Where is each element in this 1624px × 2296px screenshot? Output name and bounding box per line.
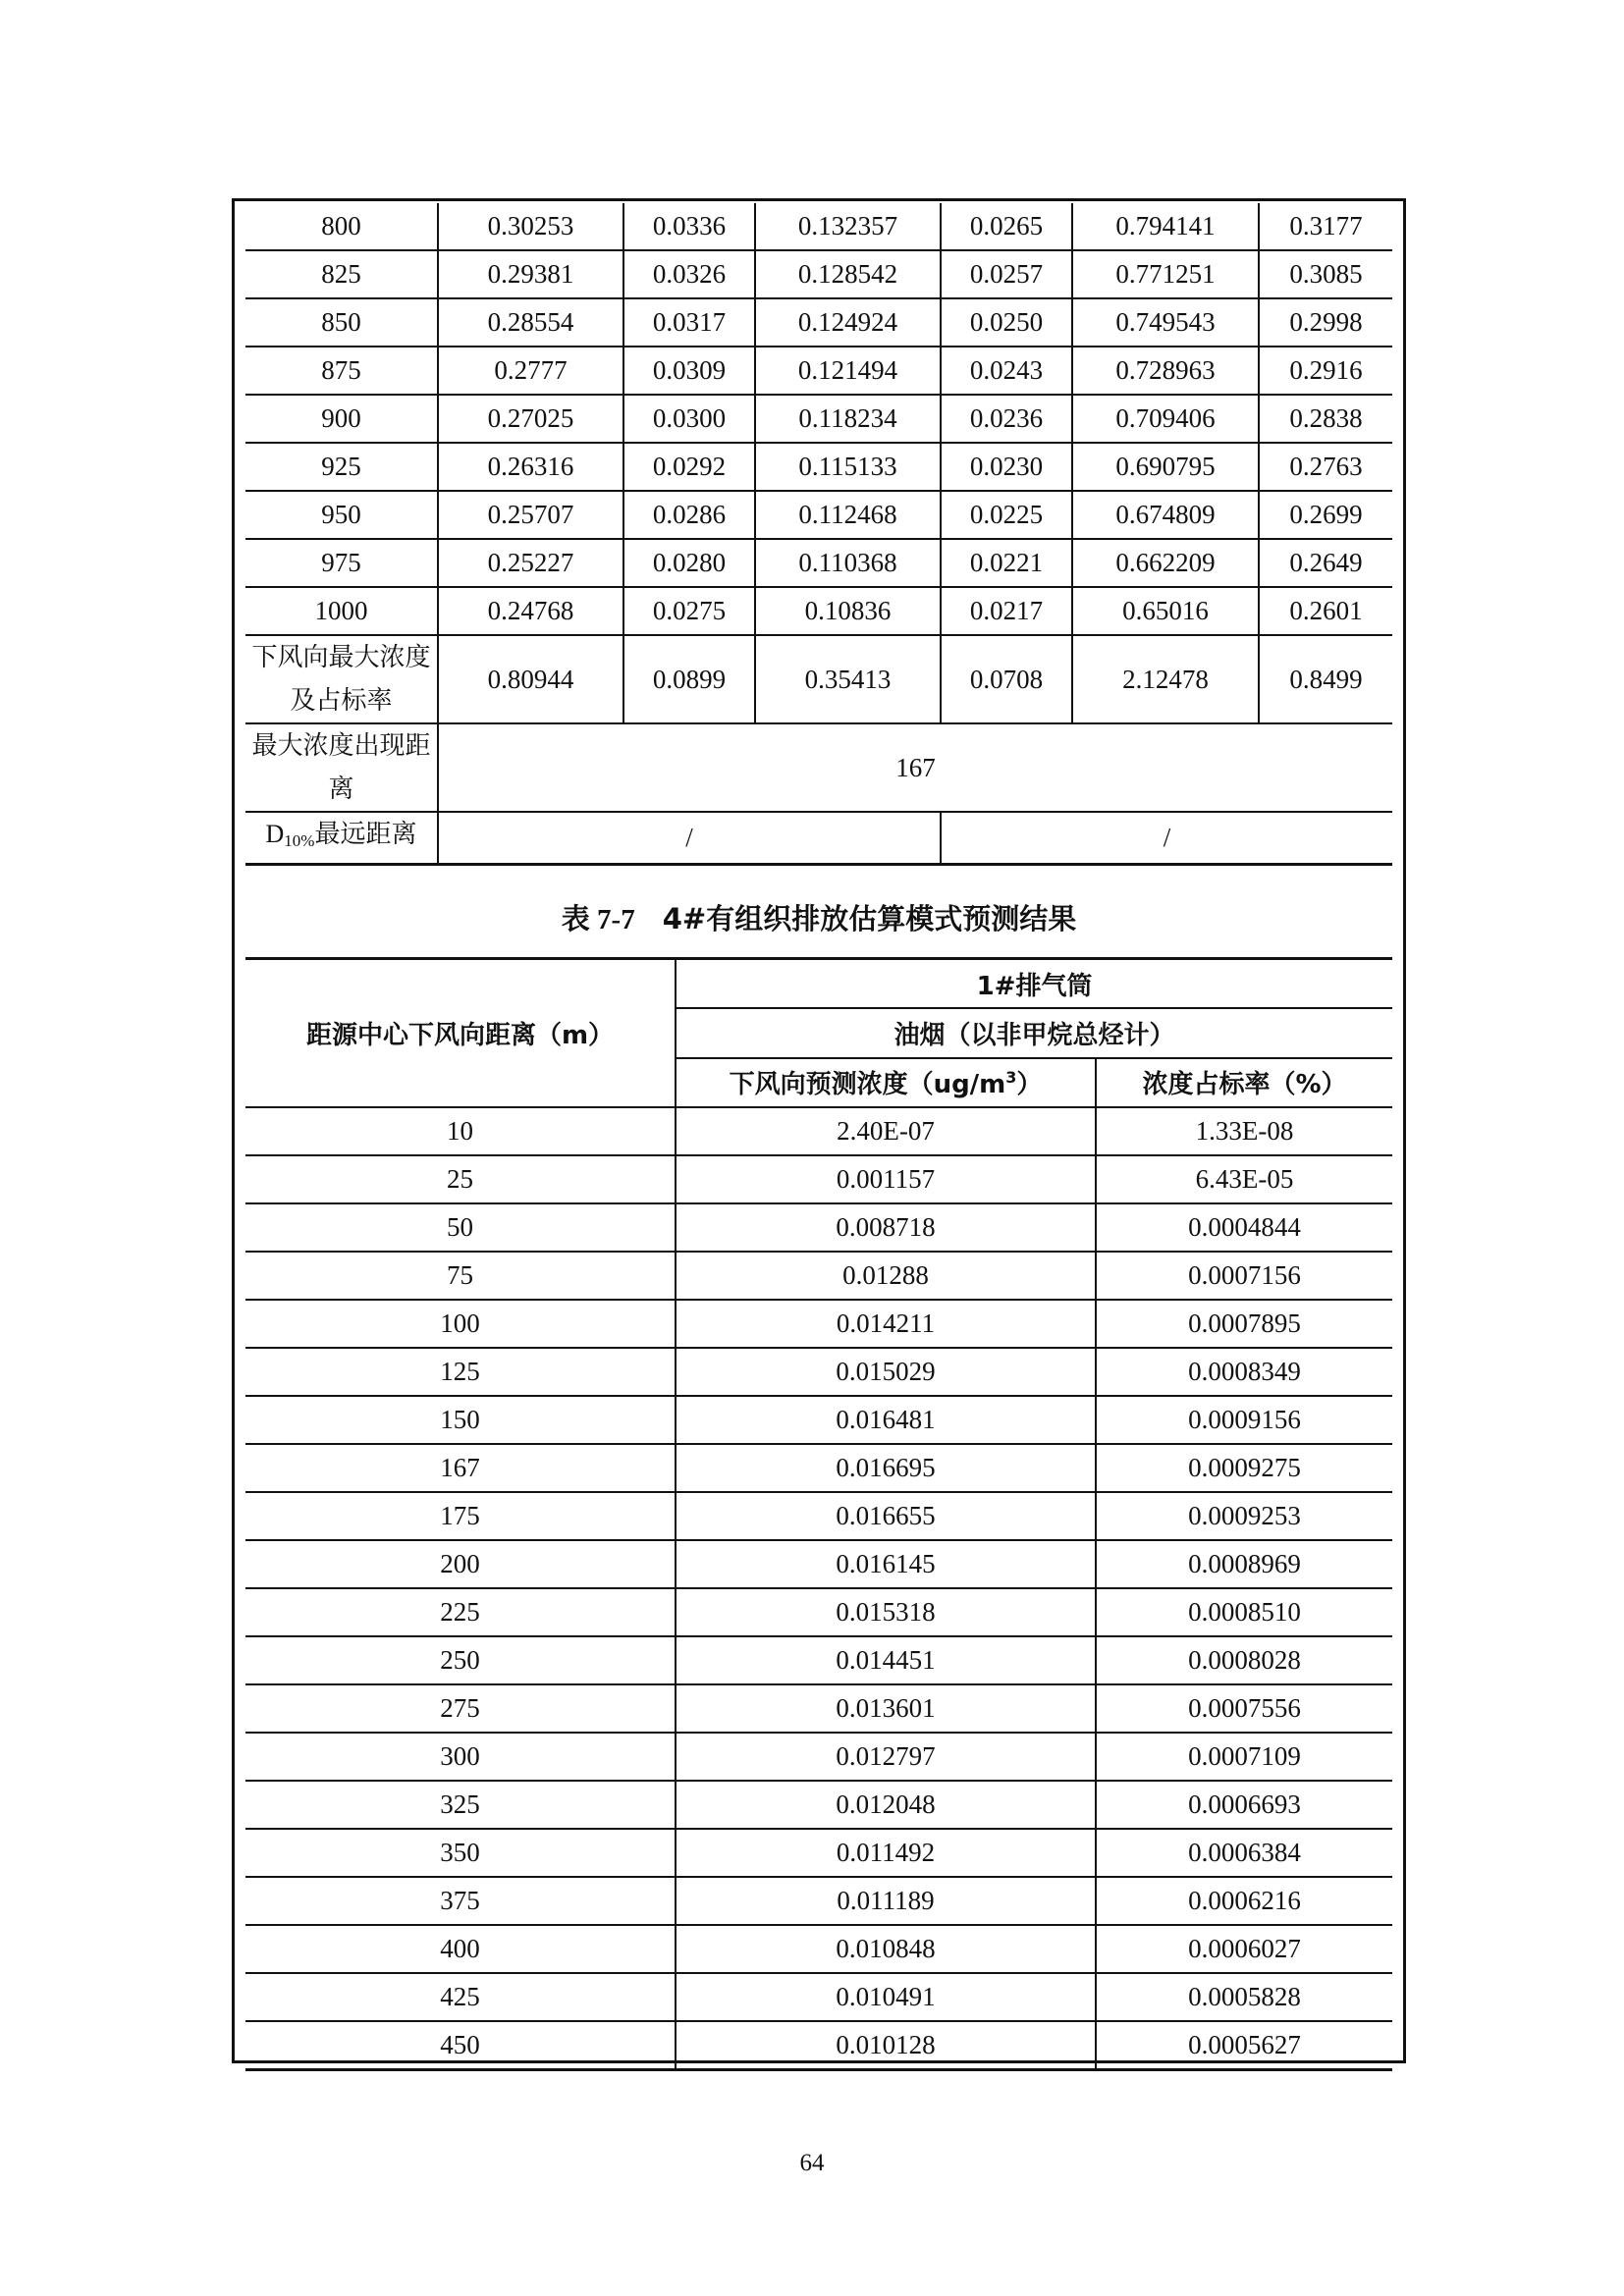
distance-cell: 200 [245, 1540, 676, 1588]
ratio-cell: 0.0006384 [1096, 1829, 1392, 1877]
distance-cell: 300 [245, 1733, 676, 1781]
distance-cell: 850 [245, 298, 438, 347]
concentration-cell: 0.014211 [676, 1300, 1096, 1348]
value-cell: 0.2777 [438, 347, 623, 395]
distance-cell: 225 [245, 1588, 676, 1636]
max-distance-row [245, 723, 1392, 812]
value-cell: 0.749543 [1072, 298, 1259, 347]
concentration-cell: 0.011189 [676, 1877, 1096, 1925]
table-row [245, 491, 1392, 539]
value-cell: 0.0286 [623, 491, 755, 539]
value-cell: 0.27025 [438, 395, 623, 443]
ratio-cell: 0.0006693 [1096, 1781, 1392, 1829]
ratio-cell: 0.0005828 [1096, 1973, 1392, 2021]
distance-cell: 375 [245, 1877, 676, 1925]
concentration-cell: 0.011492 [676, 1829, 1096, 1877]
value-cell: 0.662209 [1072, 539, 1259, 587]
table-row [245, 443, 1392, 491]
table-row [245, 1396, 1392, 1444]
table-row [245, 1203, 1392, 1252]
value-cell: 0.110368 [755, 539, 941, 587]
concentration-cell: 0.010128 [676, 2021, 1096, 2070]
value-cell: 0.0336 [623, 203, 755, 250]
table-row [245, 298, 1392, 347]
distance-cell: 50 [245, 1203, 676, 1252]
value-cell: 0.0300 [623, 395, 755, 443]
table-row [245, 1107, 1392, 1155]
value-cell: 0.25227 [438, 539, 623, 587]
max-distance-value: 167 [438, 723, 1392, 812]
header-pollutant: 油烟（以非甲烷总烃计） [676, 1008, 1392, 1057]
ratio-cell: 0.0005627 [1096, 2021, 1392, 2070]
table-row [245, 1973, 1392, 2021]
table-row [245, 1540, 1392, 1588]
value-cell: 0.128542 [755, 250, 941, 298]
value-cell: 0.0275 [623, 587, 755, 635]
table-row [245, 1829, 1392, 1877]
value-cell: 0.2998 [1259, 298, 1392, 347]
distance-cell: 800 [245, 203, 438, 250]
value-cell: 0.0221 [941, 539, 1072, 587]
ratio-cell: 0.0008969 [1096, 1540, 1392, 1588]
value-cell: 0.29381 [438, 250, 623, 298]
caption-title: 4#有组织排放估算模式预测结果 [662, 902, 1077, 935]
ratio-cell: 1.33E-08 [1096, 1107, 1392, 1155]
table-row [245, 395, 1392, 443]
value-cell: 0.0217 [941, 587, 1072, 635]
concentration-cell: 0.010848 [676, 1925, 1096, 1973]
concentration-cell: 0.01288 [676, 1252, 1096, 1300]
table-row [245, 539, 1392, 587]
ratio-cell: 0.0008028 [1096, 1636, 1392, 1684]
max-value-cell: 0.0899 [623, 635, 755, 723]
value-cell: 0.24768 [438, 587, 623, 635]
distance-cell: 275 [245, 1684, 676, 1733]
distance-cell: 150 [245, 1396, 676, 1444]
table-row [245, 1781, 1392, 1829]
concentration-cell: 0.015029 [676, 1348, 1096, 1396]
d10-value-a: / [438, 812, 941, 865]
distance-cell: 400 [245, 1925, 676, 1973]
value-cell: 0.709406 [1072, 395, 1259, 443]
table-row [245, 1444, 1392, 1492]
concentration-cell: 0.016145 [676, 1540, 1096, 1588]
value-cell: 0.2763 [1259, 443, 1392, 491]
table-row [245, 1636, 1392, 1684]
value-cell: 0.0326 [623, 250, 755, 298]
max-distance-label: 最大浓度出现距离 [245, 723, 438, 812]
ratio-cell: 0.0007556 [1096, 1684, 1392, 1733]
value-cell: 0.728963 [1072, 347, 1259, 395]
max-concentration-row [245, 635, 1392, 723]
distance-cell: 425 [245, 1973, 676, 2021]
header-distance: 距源中心下风向距离（m） [245, 959, 676, 1108]
header-stack: 1#排气筒 [676, 959, 1392, 1009]
ratio-cell: 0.0009156 [1096, 1396, 1392, 1444]
value-cell: 0.121494 [755, 347, 941, 395]
value-cell: 0.0225 [941, 491, 1072, 539]
value-cell: 0.10836 [755, 587, 941, 635]
value-cell: 0.0250 [941, 298, 1072, 347]
concentration-cell: 0.015318 [676, 1588, 1096, 1636]
table-row [245, 1252, 1392, 1300]
max-value-cell: 2.12478 [1072, 635, 1259, 723]
distance-cell: 125 [245, 1348, 676, 1396]
ratio-cell: 0.0008510 [1096, 1588, 1392, 1636]
value-cell: 0.132357 [755, 203, 941, 250]
concentration-cell: 0.016655 [676, 1492, 1096, 1540]
distance-cell: 825 [245, 250, 438, 298]
max-concentration-label: 下风向最大浓度及占标率 [245, 635, 438, 723]
distance-cell: 975 [245, 539, 438, 587]
distance-cell: 100 [245, 1300, 676, 1348]
table-row [245, 2021, 1392, 2070]
ratio-cell: 0.0007156 [1096, 1252, 1392, 1300]
distance-cell: 167 [245, 1444, 676, 1492]
concentration-cell: 0.014451 [676, 1636, 1096, 1684]
page-number: 64 [799, 2150, 825, 2176]
max-value-cell: 0.35413 [755, 635, 941, 723]
value-cell: 0.25707 [438, 491, 623, 539]
max-value-cell: 0.0708 [941, 635, 1072, 723]
max-value-cell: 0.8499 [1259, 635, 1392, 723]
ratio-cell: 0.0008349 [1096, 1348, 1392, 1396]
concentration-cell: 2.40E-07 [676, 1107, 1096, 1155]
value-cell: 0.794141 [1072, 203, 1259, 250]
distance-cell: 1000 [245, 587, 438, 635]
table-row [245, 1492, 1392, 1540]
table-row [245, 203, 1392, 250]
distance-cell: 900 [245, 395, 438, 443]
distance-cell: 950 [245, 491, 438, 539]
value-cell: 0.115133 [755, 443, 941, 491]
value-cell: 0.0309 [623, 347, 755, 395]
distance-cell: 25 [245, 1155, 676, 1203]
value-cell: 0.674809 [1072, 491, 1259, 539]
ratio-cell: 0.0006027 [1096, 1925, 1392, 1973]
value-cell: 0.2601 [1259, 587, 1392, 635]
concentration-cell: 0.016481 [676, 1396, 1096, 1444]
concentration-cell: 0.016695 [676, 1444, 1096, 1492]
distance-cell: 10 [245, 1107, 676, 1155]
distance-cell: 925 [245, 443, 438, 491]
value-cell: 0.0280 [623, 539, 755, 587]
table-caption [245, 897, 1392, 937]
max-value-cell: 0.80944 [438, 635, 623, 723]
distance-cell: 325 [245, 1781, 676, 1829]
value-cell: 0.3177 [1259, 203, 1392, 250]
value-cell: 0.0257 [941, 250, 1072, 298]
value-cell: 0.0236 [941, 395, 1072, 443]
table-row [245, 587, 1392, 635]
value-cell: 0.2699 [1259, 491, 1392, 539]
value-cell: 0.0265 [941, 203, 1072, 250]
value-cell: 0.112468 [755, 491, 941, 539]
ratio-cell: 0.0006216 [1096, 1877, 1392, 1925]
ratio-cell: 0.0007109 [1096, 1733, 1392, 1781]
ratio-cell: 0.0009275 [1096, 1444, 1392, 1492]
table-row [245, 1588, 1392, 1636]
concentration-cell: 0.012048 [676, 1781, 1096, 1829]
value-cell: 0.26316 [438, 443, 623, 491]
caption-number: 表 7-7 [561, 904, 635, 935]
value-cell: 0.118234 [755, 395, 941, 443]
d10-row [245, 812, 1392, 865]
value-cell: 0.771251 [1072, 250, 1259, 298]
distance-cell: 75 [245, 1252, 676, 1300]
value-cell: 0.28554 [438, 298, 623, 347]
distance-cell: 350 [245, 1829, 676, 1877]
value-cell: 0.30253 [438, 203, 623, 250]
value-cell: 0.65016 [1072, 587, 1259, 635]
table-row [245, 347, 1392, 395]
value-cell: 0.0317 [623, 298, 755, 347]
table-row [245, 1155, 1392, 1203]
concentration-table-continued [245, 203, 1392, 866]
value-cell: 0.0243 [941, 347, 1072, 395]
table-row [245, 1300, 1392, 1348]
value-cell: 0.3085 [1259, 250, 1392, 298]
header-ratio: 浓度占标率（%） [1096, 1058, 1392, 1107]
header-concentration: 下风向预测浓度$(ug/m^3)$ [676, 1058, 1096, 1107]
concentration-cell: 0.012797 [676, 1733, 1096, 1781]
value-cell: 0.0230 [941, 443, 1072, 491]
ratio-cell: 0.0009253 [1096, 1492, 1392, 1540]
value-cell: 0.690795 [1072, 443, 1259, 491]
value-cell: 0.124924 [755, 298, 941, 347]
ratio-cell: 0.0004844 [1096, 1203, 1392, 1252]
value-cell: 0.0292 [623, 443, 755, 491]
concentration-cell: 0.010491 [676, 1973, 1096, 2021]
distance-cell: 175 [245, 1492, 676, 1540]
value-cell: 0.2838 [1259, 395, 1392, 443]
distance-cell: 450 [245, 2021, 676, 2070]
table-row [245, 1684, 1392, 1733]
table-row [245, 250, 1392, 298]
concentration-cell: 0.001157 [676, 1155, 1096, 1203]
distance-cell: 875 [245, 347, 438, 395]
d10-label: $D_{10\%}$最远距离 [245, 812, 438, 865]
prediction-results-table [245, 957, 1392, 2071]
ratio-cell: 0.0007895 [1096, 1300, 1392, 1348]
ratio-cell: 6.43E-05 [1096, 1155, 1392, 1203]
concentration-cell: 0.013601 [676, 1684, 1096, 1733]
value-cell: 0.2649 [1259, 539, 1392, 587]
d10-value-b: / [941, 812, 1392, 865]
value-cell: 0.2916 [1259, 347, 1392, 395]
concentration-cell: 0.008718 [676, 1203, 1096, 1252]
table-row [245, 1877, 1392, 1925]
table-row [245, 1733, 1392, 1781]
table-row [245, 1348, 1392, 1396]
distance-cell: 250 [245, 1636, 676, 1684]
table-row [245, 1925, 1392, 1973]
